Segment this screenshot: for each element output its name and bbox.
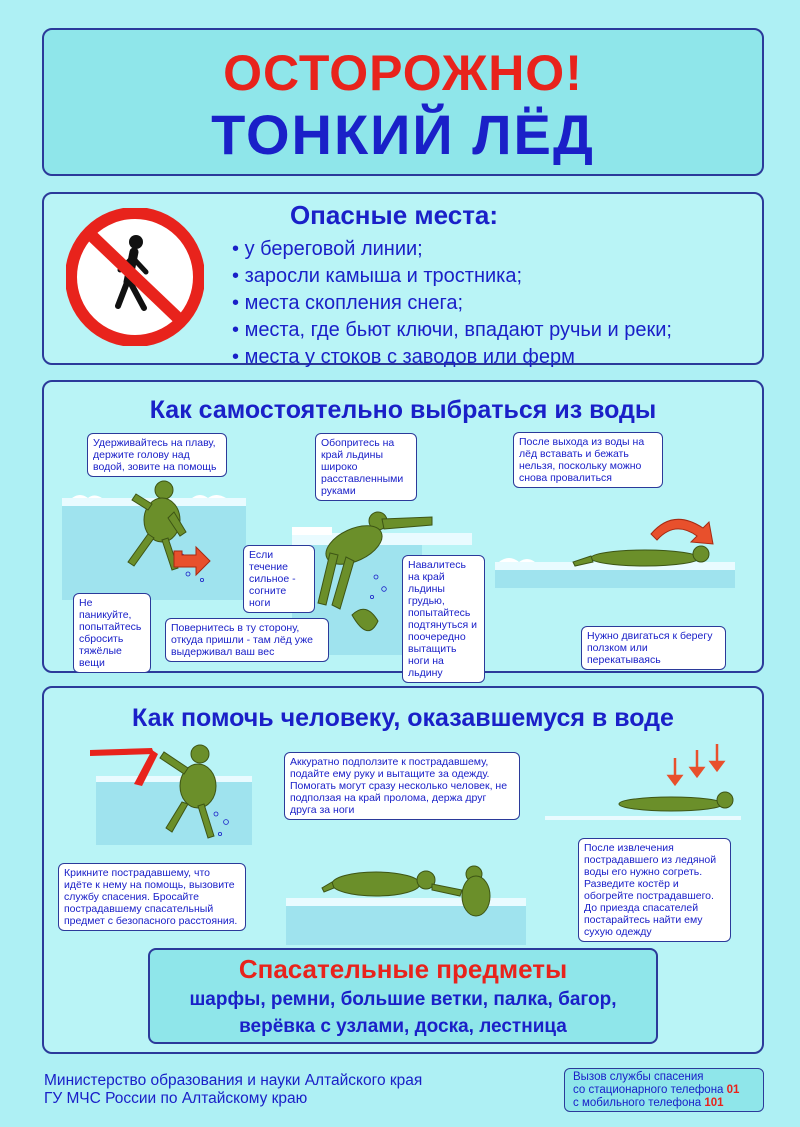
phone-heading: Вызов службы спасения [573, 1071, 704, 1083]
swimmer-in-water-illustration [62, 470, 252, 600]
danger-list [232, 236, 672, 371]
danger-item: • заросли камыша и тростника; [232, 263, 672, 290]
rescue-items-line1: шарфы, ремни, большие ветки, палка, багор, [189, 989, 617, 1010]
footer-emercom: ГУ МЧС России по Алтайскому краю [44, 1090, 308, 1107]
emergency-phone-box [564, 1068, 764, 1112]
title-warning: ОСТОРОЖНО! [223, 45, 583, 101]
no-pedestrian-sign-icon [66, 208, 204, 346]
footer-organizations [44, 1072, 422, 1108]
phone-mobile-number: 101 [704, 1097, 724, 1109]
reach-hand-illustration [286, 840, 526, 945]
note-stay-afloat: Удерживайтесь на плаву, держите голову над водой, зовите на помощь [87, 433, 227, 477]
note-pull-up: Навалитесь на край льдины грудью, попытайтесь подтянуться и поочередно вытащить ноги на льдину [402, 555, 485, 683]
footer-ministry: Министерство образования и науки Алтайского края [44, 1072, 423, 1089]
rescue-items-title: Спасательные предметы [238, 954, 568, 984]
warm-victim-illustration [545, 740, 741, 820]
danger-item: • места у стоков с заводов или ферм [232, 344, 672, 371]
danger-item: • у береговой линии; [232, 236, 672, 263]
note-bend-legs: Если течение сильное - согните ноги [243, 545, 315, 613]
phone-mobile-text: с мобильного телефона [573, 1097, 702, 1109]
note-lean-on-edge: Обопритесь на край льдины широко расставленными руками [315, 433, 417, 501]
help-heading: Как помочь человеку, оказавшемуся в воде [132, 704, 674, 732]
title-thin-ice: ТОНКИЙ ЛЁД [211, 103, 595, 166]
self-rescue-heading: Как самостоятельно выбраться из воды [149, 396, 657, 424]
phone-mobile [573, 1097, 755, 1110]
note-crawl: Нужно двигаться к берегу ползком или перекатываясь [581, 626, 726, 670]
note-crawl-and-pull: Аккуратно подползите к пострадавшему, подайте ему руку и вытащите за одежду. Помогать могут сразу несколько человек, не подползая на край пролома, держа друг друга за ноги [284, 752, 520, 820]
title-panel [42, 28, 764, 176]
rescue-items-line2: верёвка с узлами, доска, лестница [239, 1016, 567, 1037]
rescue-items-box [148, 948, 658, 1044]
note-warm-up: После извлечения пострадавшего из ледяной воды его нужно согреть. Разведите костёр и обогрейте пострадавшего. До приезда спасателей постарайтесь найти ему сухую одежду [578, 838, 731, 942]
note-turn-around: Повернитесь в ту сторону, откуда пришли - там лёд уже выдерживал ваш вес [165, 618, 329, 662]
phone-landline [573, 1084, 755, 1097]
danger-places-panel [42, 192, 764, 368]
danger-item: • места, где бьют ключи, впадают ручьи и реки; [232, 317, 672, 344]
note-shout-and-throw: Крикните пострадавшему, что идёте к нему на помощь, вызовите службу спасения. Бросайте пострадавшему спасательный предмет с безопасного расстояния. [58, 863, 246, 931]
throw-scarf-illustration [90, 740, 260, 845]
phone-landline-text: со стационарного телефона [573, 1084, 724, 1096]
danger-item: • места скопления снега; [232, 290, 672, 317]
note-dont-panic: Не паникуйте, попытайтесь сбросить тяжёлые вещи [73, 593, 151, 673]
note-dont-stand: После выхода из воды на лёд вставать и бежать нельзя, поскольку можно снова провалиться [513, 432, 663, 488]
crawl-on-ice-illustration [495, 512, 735, 588]
danger-heading: Опасные места: [289, 200, 499, 230]
phone-landline-number: 01 [726, 1084, 740, 1096]
turn-back-arrow-icon [172, 545, 212, 577]
